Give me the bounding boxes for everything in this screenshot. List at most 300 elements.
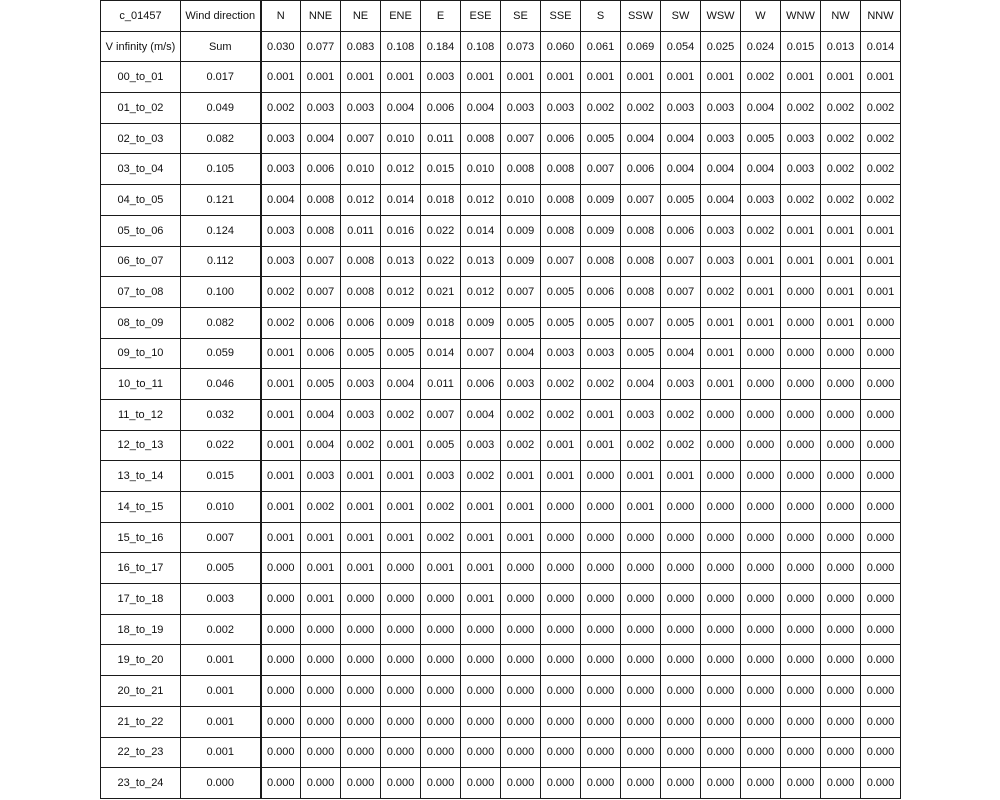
direction-total-ssw: 0.069 bbox=[621, 31, 661, 62]
frequency-cell: 0.001 bbox=[821, 246, 861, 277]
frequency-cell: 0.000 bbox=[301, 614, 341, 645]
frequency-cell: 0.000 bbox=[741, 399, 781, 430]
frequency-cell: 0.001 bbox=[301, 584, 341, 615]
frequency-cell: 0.000 bbox=[621, 614, 661, 645]
speed-bin-label: 09_to_10 bbox=[101, 338, 181, 369]
frequency-cell: 0.003 bbox=[301, 461, 341, 492]
direction-total-s: 0.061 bbox=[581, 31, 621, 62]
frequency-cell: 0.000 bbox=[781, 307, 821, 338]
frequency-cell: 0.000 bbox=[661, 676, 701, 707]
frequency-cell: 0.000 bbox=[261, 706, 301, 737]
direction-header-s: S bbox=[581, 1, 621, 32]
frequency-cell: 0.006 bbox=[421, 93, 461, 124]
frequency-cell: 0.000 bbox=[381, 768, 421, 799]
frequency-cell: 0.003 bbox=[541, 338, 581, 369]
frequency-cell: 0.001 bbox=[381, 461, 421, 492]
frequency-cell: 0.003 bbox=[781, 154, 821, 185]
frequency-cell: 0.001 bbox=[661, 62, 701, 93]
frequency-cell: 0.000 bbox=[381, 645, 421, 676]
frequency-cell: 0.008 bbox=[621, 246, 661, 277]
frequency-cell: 0.000 bbox=[621, 676, 661, 707]
frequency-cell: 0.000 bbox=[741, 461, 781, 492]
frequency-cell: 0.001 bbox=[301, 522, 341, 553]
direction-total-ne: 0.083 bbox=[341, 31, 381, 62]
frequency-cell: 0.000 bbox=[781, 553, 821, 584]
frequency-cell: 0.001 bbox=[381, 522, 421, 553]
frequency-cell: 0.000 bbox=[861, 614, 901, 645]
speed-bin-label: 07_to_08 bbox=[101, 277, 181, 308]
frequency-cell: 0.003 bbox=[701, 246, 741, 277]
frequency-cell: 0.003 bbox=[341, 369, 381, 400]
speed-bin-label: 18_to_19 bbox=[101, 614, 181, 645]
frequency-cell: 0.006 bbox=[581, 277, 621, 308]
speed-bin-sum: 0.032 bbox=[181, 399, 261, 430]
frequency-cell: 0.004 bbox=[461, 399, 501, 430]
speed-bin-sum: 0.046 bbox=[181, 369, 261, 400]
frequency-cell: 0.000 bbox=[781, 645, 821, 676]
frequency-cell: 0.003 bbox=[341, 93, 381, 124]
sum-header: Sum bbox=[181, 31, 261, 62]
frequency-cell: 0.000 bbox=[581, 461, 621, 492]
frequency-cell: 0.000 bbox=[341, 676, 381, 707]
frequency-cell: 0.001 bbox=[621, 461, 661, 492]
frequency-cell: 0.000 bbox=[781, 430, 821, 461]
speed-bin-sum: 0.082 bbox=[181, 123, 261, 154]
speed-bin-label: 21_to_22 bbox=[101, 706, 181, 737]
frequency-cell: 0.001 bbox=[461, 62, 501, 93]
frequency-cell: 0.000 bbox=[741, 430, 781, 461]
frequency-cell: 0.000 bbox=[821, 706, 861, 737]
frequency-cell: 0.008 bbox=[341, 277, 381, 308]
frequency-cell: 0.000 bbox=[261, 584, 301, 615]
frequency-cell: 0.000 bbox=[621, 645, 661, 676]
frequency-cell: 0.000 bbox=[821, 553, 861, 584]
frequency-cell: 0.000 bbox=[501, 676, 541, 707]
frequency-cell: 0.009 bbox=[381, 307, 421, 338]
frequency-cell: 0.002 bbox=[741, 215, 781, 246]
frequency-cell: 0.004 bbox=[461, 93, 501, 124]
table-row bbox=[101, 123, 901, 154]
frequency-cell: 0.000 bbox=[621, 522, 661, 553]
direction-total-wnw: 0.015 bbox=[781, 31, 821, 62]
table-row bbox=[101, 461, 901, 492]
frequency-cell: 0.001 bbox=[341, 461, 381, 492]
frequency-cell: 0.010 bbox=[381, 123, 421, 154]
frequency-cell: 0.000 bbox=[421, 737, 461, 768]
frequency-cell: 0.007 bbox=[661, 246, 701, 277]
frequency-cell: 0.000 bbox=[581, 737, 621, 768]
frequency-cell: 0.000 bbox=[741, 737, 781, 768]
speed-bin-label: 03_to_04 bbox=[101, 154, 181, 185]
frequency-cell: 0.003 bbox=[501, 93, 541, 124]
table-row bbox=[101, 768, 901, 799]
frequency-cell: 0.007 bbox=[501, 277, 541, 308]
frequency-cell: 0.012 bbox=[381, 277, 421, 308]
frequency-cell: 0.000 bbox=[741, 338, 781, 369]
frequency-cell: 0.003 bbox=[341, 399, 381, 430]
frequency-cell: 0.000 bbox=[661, 706, 701, 737]
speed-bin-sum: 0.017 bbox=[181, 62, 261, 93]
frequency-cell: 0.000 bbox=[821, 430, 861, 461]
speed-bin-label: 11_to_12 bbox=[101, 399, 181, 430]
frequency-cell: 0.002 bbox=[261, 277, 301, 308]
direction-header-ssw: SSW bbox=[621, 1, 661, 32]
frequency-cell: 0.003 bbox=[621, 399, 661, 430]
frequency-cell: 0.001 bbox=[261, 461, 301, 492]
frequency-cell: 0.009 bbox=[501, 215, 541, 246]
table-row bbox=[101, 215, 901, 246]
frequency-cell: 0.000 bbox=[781, 584, 821, 615]
frequency-cell: 0.000 bbox=[781, 399, 821, 430]
frequency-cell: 0.002 bbox=[741, 62, 781, 93]
frequency-cell: 0.003 bbox=[261, 215, 301, 246]
frequency-cell: 0.022 bbox=[421, 215, 461, 246]
frequency-cell: 0.000 bbox=[541, 706, 581, 737]
frequency-cell: 0.008 bbox=[301, 185, 341, 216]
frequency-cell: 0.000 bbox=[581, 706, 621, 737]
frequency-cell: 0.004 bbox=[741, 93, 781, 124]
direction-header-ne: NE bbox=[341, 1, 381, 32]
frequency-cell: 0.000 bbox=[701, 430, 741, 461]
frequency-cell: 0.001 bbox=[581, 62, 621, 93]
frequency-cell: 0.001 bbox=[781, 246, 821, 277]
frequency-cell: 0.000 bbox=[861, 768, 901, 799]
frequency-cell: 0.005 bbox=[621, 338, 661, 369]
frequency-cell: 0.000 bbox=[541, 492, 581, 523]
direction-header-sse: SSE bbox=[541, 1, 581, 32]
table-row bbox=[101, 492, 901, 523]
table-id-cell: c_01457 bbox=[101, 1, 181, 32]
frequency-cell: 0.014 bbox=[461, 215, 501, 246]
frequency-cell: 0.004 bbox=[661, 338, 701, 369]
frequency-cell: 0.000 bbox=[781, 461, 821, 492]
frequency-cell: 0.001 bbox=[781, 215, 821, 246]
frequency-cell: 0.000 bbox=[461, 737, 501, 768]
frequency-cell: 0.005 bbox=[421, 430, 461, 461]
frequency-cell: 0.013 bbox=[461, 246, 501, 277]
frequency-cell: 0.000 bbox=[581, 614, 621, 645]
frequency-cell: 0.000 bbox=[461, 706, 501, 737]
frequency-cell: 0.007 bbox=[621, 307, 661, 338]
frequency-cell: 0.000 bbox=[741, 522, 781, 553]
table-row bbox=[101, 62, 901, 93]
frequency-cell: 0.007 bbox=[461, 338, 501, 369]
frequency-cell: 0.000 bbox=[461, 676, 501, 707]
frequency-cell: 0.008 bbox=[341, 246, 381, 277]
frequency-cell: 0.007 bbox=[301, 246, 341, 277]
frequency-cell: 0.005 bbox=[301, 369, 341, 400]
frequency-cell: 0.000 bbox=[621, 706, 661, 737]
frequency-cell: 0.000 bbox=[701, 553, 741, 584]
frequency-cell: 0.000 bbox=[661, 737, 701, 768]
frequency-cell: 0.002 bbox=[621, 430, 661, 461]
frequency-cell: 0.000 bbox=[701, 706, 741, 737]
frequency-cell: 0.005 bbox=[661, 185, 701, 216]
frequency-cell: 0.000 bbox=[501, 706, 541, 737]
frequency-cell: 0.000 bbox=[861, 553, 901, 584]
table-row bbox=[101, 338, 901, 369]
frequency-cell: 0.002 bbox=[581, 93, 621, 124]
frequency-cell: 0.002 bbox=[501, 399, 541, 430]
frequency-cell: 0.001 bbox=[581, 430, 621, 461]
frequency-cell: 0.006 bbox=[661, 215, 701, 246]
wind-direction-header: Wind direction bbox=[181, 1, 261, 32]
frequency-cell: 0.000 bbox=[861, 307, 901, 338]
frequency-cell: 0.001 bbox=[741, 277, 781, 308]
frequency-cell: 0.000 bbox=[341, 706, 381, 737]
speed-bin-sum: 0.007 bbox=[181, 522, 261, 553]
frequency-cell: 0.003 bbox=[421, 461, 461, 492]
frequency-cell: 0.000 bbox=[261, 614, 301, 645]
frequency-cell: 0.000 bbox=[781, 676, 821, 707]
frequency-cell: 0.000 bbox=[861, 492, 901, 523]
frequency-cell: 0.001 bbox=[701, 338, 741, 369]
frequency-cell: 0.000 bbox=[341, 737, 381, 768]
speed-bin-label: 04_to_05 bbox=[101, 185, 181, 216]
frequency-cell: 0.000 bbox=[541, 522, 581, 553]
frequency-cell: 0.000 bbox=[741, 614, 781, 645]
speed-bin-label: 17_to_18 bbox=[101, 584, 181, 615]
frequency-cell: 0.000 bbox=[781, 522, 821, 553]
frequency-cell: 0.000 bbox=[821, 399, 861, 430]
frequency-cell: 0.000 bbox=[701, 522, 741, 553]
speed-bin-sum: 0.059 bbox=[181, 338, 261, 369]
table-row bbox=[101, 246, 901, 277]
frequency-cell: 0.000 bbox=[861, 399, 901, 430]
frequency-cell: 0.000 bbox=[781, 492, 821, 523]
frequency-cell: 0.001 bbox=[821, 277, 861, 308]
speed-bin-sum: 0.001 bbox=[181, 645, 261, 676]
frequency-cell: 0.000 bbox=[261, 768, 301, 799]
frequency-cell: 0.000 bbox=[701, 399, 741, 430]
frequency-cell: 0.004 bbox=[301, 123, 341, 154]
speed-bin-label: 01_to_02 bbox=[101, 93, 181, 124]
frequency-cell: 0.008 bbox=[541, 215, 581, 246]
frequency-cell: 0.000 bbox=[861, 461, 901, 492]
frequency-cell: 0.010 bbox=[501, 185, 541, 216]
direction-total-ene: 0.108 bbox=[381, 31, 421, 62]
speed-bin-sum: 0.022 bbox=[181, 430, 261, 461]
frequency-cell: 0.000 bbox=[541, 768, 581, 799]
frequency-cell: 0.000 bbox=[861, 676, 901, 707]
direction-total-n: 0.030 bbox=[261, 31, 301, 62]
frequency-cell: 0.000 bbox=[861, 584, 901, 615]
frequency-cell: 0.008 bbox=[621, 277, 661, 308]
frequency-cell: 0.000 bbox=[381, 614, 421, 645]
frequency-cell: 0.000 bbox=[541, 584, 581, 615]
frequency-cell: 0.002 bbox=[341, 430, 381, 461]
frequency-cell: 0.000 bbox=[781, 277, 821, 308]
frequency-cell: 0.000 bbox=[821, 737, 861, 768]
direction-total-ese: 0.108 bbox=[461, 31, 501, 62]
frequency-cell: 0.000 bbox=[661, 553, 701, 584]
frequency-cell: 0.001 bbox=[341, 553, 381, 584]
frequency-cell: 0.000 bbox=[781, 338, 821, 369]
direction-header-nw: NW bbox=[821, 1, 861, 32]
direction-header-e: E bbox=[421, 1, 461, 32]
frequency-cell: 0.002 bbox=[821, 185, 861, 216]
table-row bbox=[101, 645, 901, 676]
frequency-cell: 0.002 bbox=[861, 123, 901, 154]
frequency-cell: 0.007 bbox=[581, 154, 621, 185]
frequency-cell: 0.002 bbox=[821, 123, 861, 154]
frequency-cell: 0.000 bbox=[861, 522, 901, 553]
frequency-cell: 0.002 bbox=[821, 93, 861, 124]
frequency-cell: 0.000 bbox=[661, 614, 701, 645]
frequency-cell: 0.005 bbox=[541, 277, 581, 308]
table-row bbox=[101, 307, 901, 338]
frequency-cell: 0.006 bbox=[541, 123, 581, 154]
frequency-cell: 0.000 bbox=[341, 614, 381, 645]
frequency-cell: 0.000 bbox=[541, 553, 581, 584]
frequency-cell: 0.004 bbox=[701, 185, 741, 216]
frequency-cell: 0.000 bbox=[461, 768, 501, 799]
frequency-cell: 0.004 bbox=[621, 123, 661, 154]
frequency-cell: 0.004 bbox=[661, 154, 701, 185]
speed-bin-sum: 0.002 bbox=[181, 614, 261, 645]
frequency-cell: 0.002 bbox=[301, 492, 341, 523]
frequency-cell: 0.000 bbox=[821, 676, 861, 707]
frequency-cell: 0.002 bbox=[661, 430, 701, 461]
frequency-cell: 0.001 bbox=[261, 338, 301, 369]
frequency-cell: 0.000 bbox=[381, 706, 421, 737]
frequency-cell: 0.000 bbox=[581, 522, 621, 553]
frequency-cell: 0.003 bbox=[301, 93, 341, 124]
frequency-cell: 0.000 bbox=[821, 461, 861, 492]
frequency-cell: 0.000 bbox=[301, 676, 341, 707]
speed-bin-sum: 0.010 bbox=[181, 492, 261, 523]
frequency-cell: 0.009 bbox=[501, 246, 541, 277]
frequency-cell: 0.000 bbox=[501, 553, 541, 584]
frequency-cell: 0.007 bbox=[501, 123, 541, 154]
frequency-cell: 0.000 bbox=[381, 584, 421, 615]
frequency-cell: 0.001 bbox=[541, 430, 581, 461]
table-row bbox=[101, 676, 901, 707]
speed-bin-sum: 0.003 bbox=[181, 584, 261, 615]
frequency-cell: 0.000 bbox=[421, 645, 461, 676]
frequency-cell: 0.004 bbox=[701, 154, 741, 185]
frequency-cell: 0.003 bbox=[661, 369, 701, 400]
frequency-cell: 0.000 bbox=[741, 645, 781, 676]
frequency-cell: 0.000 bbox=[661, 645, 701, 676]
speed-bin-sum: 0.082 bbox=[181, 307, 261, 338]
frequency-cell: 0.001 bbox=[301, 553, 341, 584]
frequency-cell: 0.004 bbox=[301, 430, 341, 461]
frequency-cell: 0.004 bbox=[501, 338, 541, 369]
direction-header-ese: ESE bbox=[461, 1, 501, 32]
frequency-cell: 0.011 bbox=[341, 215, 381, 246]
frequency-cell: 0.018 bbox=[421, 307, 461, 338]
frequency-cell: 0.000 bbox=[301, 737, 341, 768]
frequency-cell: 0.000 bbox=[421, 676, 461, 707]
frequency-cell: 0.002 bbox=[781, 185, 821, 216]
frequency-cell: 0.000 bbox=[261, 737, 301, 768]
frequency-cell: 0.000 bbox=[501, 645, 541, 676]
frequency-cell: 0.009 bbox=[581, 185, 621, 216]
frequency-cell: 0.000 bbox=[821, 645, 861, 676]
speed-bin-sum: 0.112 bbox=[181, 246, 261, 277]
frequency-cell: 0.004 bbox=[381, 93, 421, 124]
frequency-cell: 0.007 bbox=[301, 277, 341, 308]
frequency-cell: 0.003 bbox=[741, 185, 781, 216]
frequency-cell: 0.001 bbox=[701, 369, 741, 400]
frequency-cell: 0.000 bbox=[341, 768, 381, 799]
speed-bin-label: 12_to_13 bbox=[101, 430, 181, 461]
frequency-cell: 0.000 bbox=[581, 584, 621, 615]
speed-bin-label: 10_to_11 bbox=[101, 369, 181, 400]
frequency-cell: 0.000 bbox=[821, 522, 861, 553]
frequency-cell: 0.014 bbox=[381, 185, 421, 216]
frequency-cell: 0.018 bbox=[421, 185, 461, 216]
speed-bin-sum: 0.000 bbox=[181, 768, 261, 799]
speed-bin-label: 02_to_03 bbox=[101, 123, 181, 154]
frequency-cell: 0.002 bbox=[261, 93, 301, 124]
frequency-cell: 0.004 bbox=[381, 369, 421, 400]
speed-bin-label: 22_to_23 bbox=[101, 737, 181, 768]
frequency-cell: 0.008 bbox=[461, 123, 501, 154]
direction-total-wsw: 0.025 bbox=[701, 31, 741, 62]
frequency-cell: 0.008 bbox=[541, 185, 581, 216]
table-row bbox=[101, 430, 901, 461]
speed-bin-sum: 0.124 bbox=[181, 215, 261, 246]
frequency-cell: 0.000 bbox=[261, 645, 301, 676]
speed-bin-sum: 0.105 bbox=[181, 154, 261, 185]
frequency-cell: 0.000 bbox=[821, 369, 861, 400]
speed-bin-label: 13_to_14 bbox=[101, 461, 181, 492]
frequency-cell: 0.003 bbox=[461, 430, 501, 461]
direction-header-se: SE bbox=[501, 1, 541, 32]
frequency-cell: 0.000 bbox=[821, 492, 861, 523]
frequency-cell: 0.000 bbox=[421, 706, 461, 737]
frequency-cell: 0.001 bbox=[501, 461, 541, 492]
direction-total-nw: 0.013 bbox=[821, 31, 861, 62]
frequency-cell: 0.002 bbox=[421, 492, 461, 523]
frequency-cell: 0.000 bbox=[421, 614, 461, 645]
frequency-cell: 0.001 bbox=[861, 215, 901, 246]
frequency-cell: 0.007 bbox=[421, 399, 461, 430]
frequency-cell: 0.001 bbox=[861, 62, 901, 93]
frequency-cell: 0.000 bbox=[701, 768, 741, 799]
frequency-cell: 0.002 bbox=[861, 93, 901, 124]
direction-header-w: W bbox=[741, 1, 781, 32]
frequency-cell: 0.001 bbox=[661, 461, 701, 492]
direction-header-n: N bbox=[261, 1, 301, 32]
frequency-cell: 0.002 bbox=[421, 522, 461, 553]
frequency-cell: 0.000 bbox=[741, 706, 781, 737]
frequency-cell: 0.010 bbox=[461, 154, 501, 185]
frequency-cell: 0.000 bbox=[701, 461, 741, 492]
frequency-cell: 0.000 bbox=[341, 645, 381, 676]
frequency-cell: 0.000 bbox=[661, 768, 701, 799]
frequency-cell: 0.001 bbox=[821, 215, 861, 246]
speed-bin-sum: 0.015 bbox=[181, 461, 261, 492]
direction-header-ene: ENE bbox=[381, 1, 421, 32]
frequency-cell: 0.000 bbox=[621, 768, 661, 799]
frequency-cell: 0.001 bbox=[341, 62, 381, 93]
table-body bbox=[101, 1, 901, 799]
frequency-cell: 0.000 bbox=[821, 584, 861, 615]
frequency-cell: 0.014 bbox=[421, 338, 461, 369]
frequency-cell: 0.006 bbox=[301, 307, 341, 338]
frequency-cell: 0.006 bbox=[301, 154, 341, 185]
frequency-cell: 0.010 bbox=[341, 154, 381, 185]
frequency-cell: 0.000 bbox=[581, 676, 621, 707]
frequency-cell: 0.008 bbox=[541, 154, 581, 185]
frequency-cell: 0.001 bbox=[261, 492, 301, 523]
frequency-cell: 0.003 bbox=[701, 93, 741, 124]
frequency-cell: 0.001 bbox=[581, 399, 621, 430]
frequency-cell: 0.002 bbox=[541, 399, 581, 430]
